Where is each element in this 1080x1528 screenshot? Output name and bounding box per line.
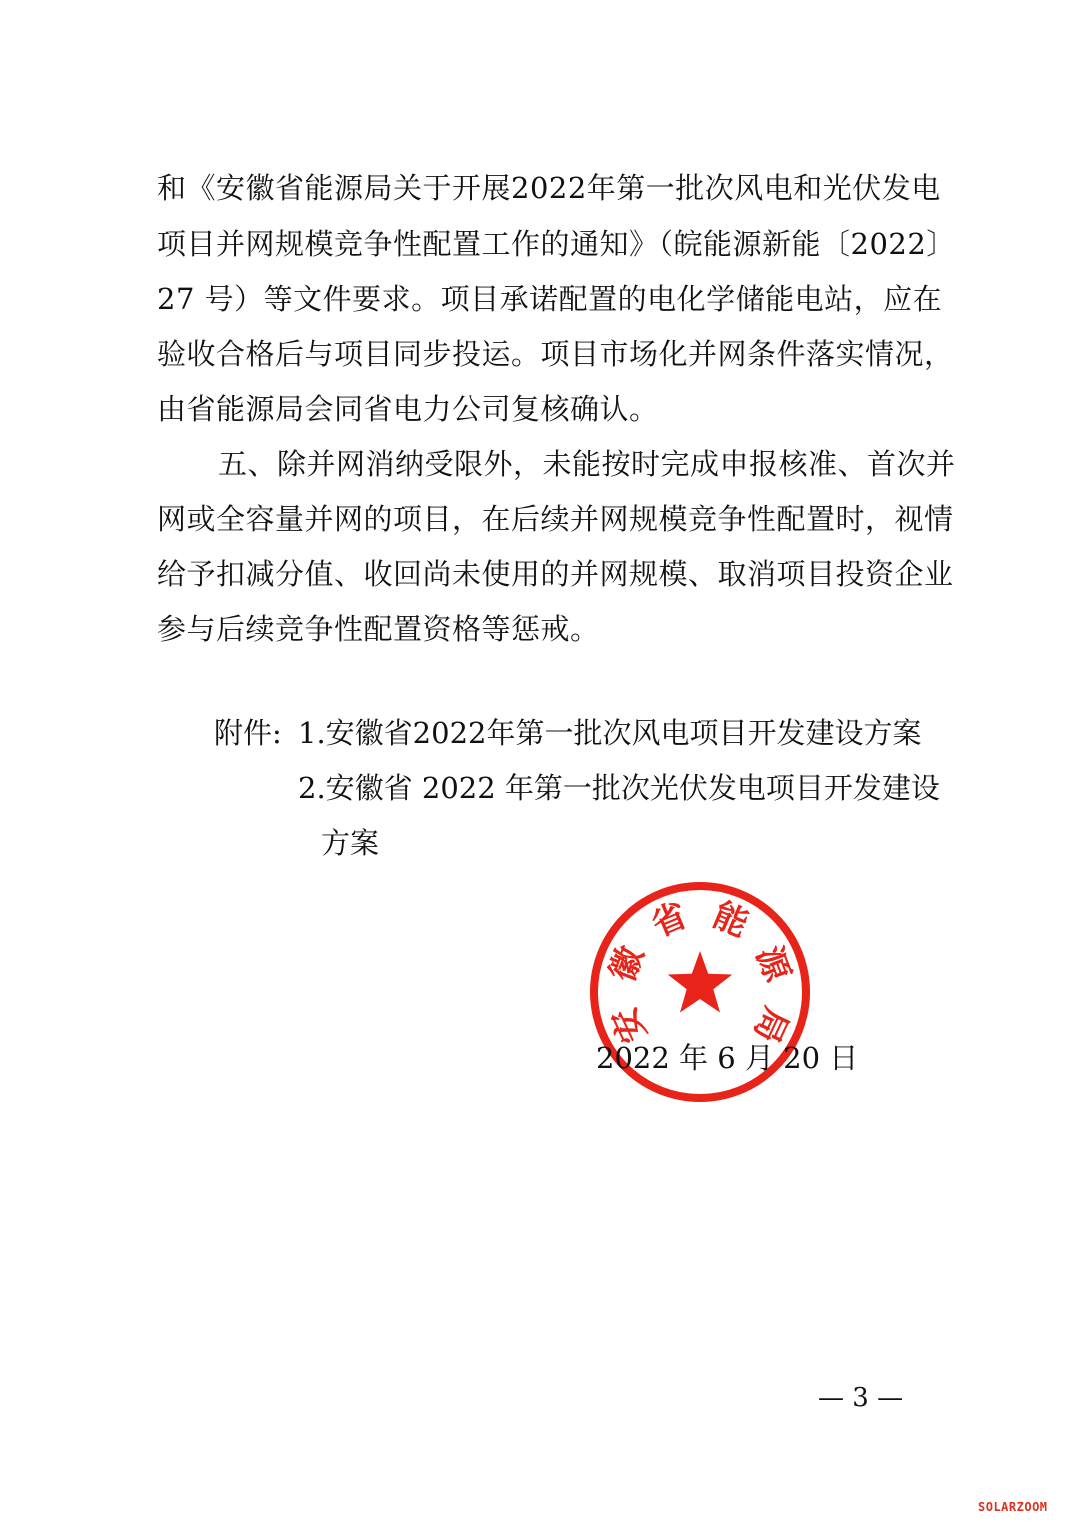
body-line-5: 由省能源局会同省电力公司复核确认。 <box>157 392 659 426</box>
attachment-item-2-cont: 方案 <box>321 826 380 860</box>
seal-star-icon <box>668 951 733 1013</box>
document-date: 2022 年 6 月 20 日 <box>596 1041 859 1075</box>
seal-char: 能 <box>707 895 754 946</box>
attachment-item-1: 1.安徽省2022年第一批次风电项目开发建设方案 <box>298 716 922 750</box>
seal-char: 局 <box>745 1001 797 1049</box>
watermark: SOLARZOOM <box>978 1500 1048 1514</box>
body-line-6: 五、除并网消纳受限外，未能按时完成申报核准、首次并 <box>218 447 956 481</box>
body-line-3: 27 号）等文件要求。项目承诺配置的电化学储能电站，应在 <box>157 282 943 316</box>
body-line-1: 和《安徽省能源局关于开展2022年第一批次风电和光伏发电 <box>157 171 941 205</box>
body-line-2: 项目并网规模竞争性配置工作的通知》（皖能源新能〔2022〕 <box>157 227 956 261</box>
seal-char: 省 <box>646 895 693 946</box>
body-line-9: 参与后续竞争性配置资格等惩戒。 <box>157 612 600 646</box>
seal-char: 源 <box>748 940 798 988</box>
body-line-8: 给予扣减分值、收回尚未使用的并网规模、取消项目投资企业 <box>157 557 954 591</box>
body-line-4: 验收合格后与项目同步投运。项目市场化并网条件落实情况， <box>157 337 954 371</box>
seal-char: 安 <box>603 1001 655 1049</box>
attachment-item-2: 2.安徽省 2022 年第一批次光伏发电项目开发建设 <box>298 771 940 805</box>
attachment-label: 附件: <box>214 716 282 750</box>
body-line-7: 网或全容量并网的项目，在后续并网规模竞争性配置时，视情 <box>157 502 954 536</box>
page-number: — 3 — <box>818 1383 904 1413</box>
seal-char: 徽 <box>602 940 652 988</box>
